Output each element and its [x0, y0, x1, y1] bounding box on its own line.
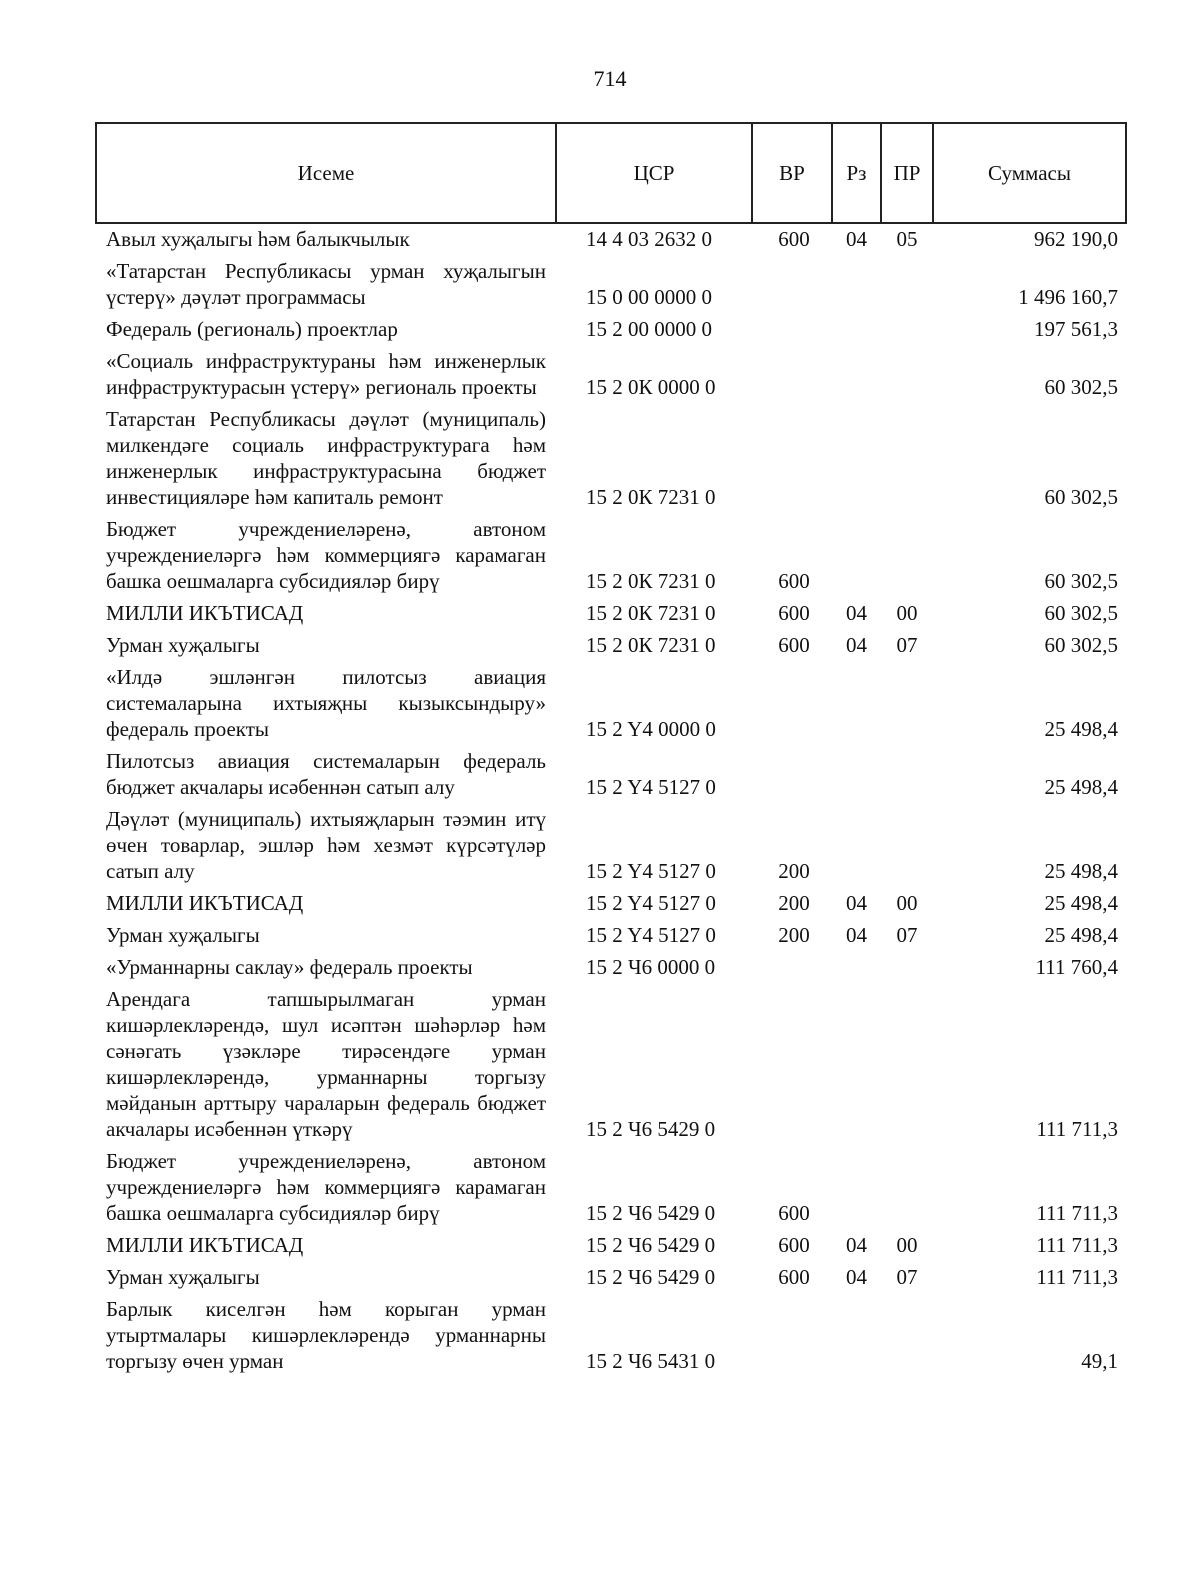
row-pr	[881, 255, 933, 313]
table-row	[96, 513, 1126, 597]
row-vr	[752, 1293, 832, 1377]
row-sum: 111 711,3	[1036, 1233, 1118, 1257]
row-csr: 15 2 Y4 5127 0	[586, 859, 716, 883]
row-sum: 111 711,3	[1036, 1117, 1118, 1141]
row-rz	[832, 345, 881, 403]
row-csr: 15 2 0К 7231 0	[586, 633, 716, 657]
row-vr	[752, 255, 832, 313]
row-vr: 600	[778, 601, 810, 625]
row-vr: 600	[778, 569, 810, 593]
row-name: «Илдә эшләнгән пилотсыз авиация системаларына ихтыяҗны кызыксындыру» федераль проекты	[106, 665, 546, 741]
row-csr: 15 2 0К 0000 0	[586, 375, 716, 399]
row-name: Авыл хуҗалыгы һәм балыкчылык	[106, 227, 410, 251]
table-row	[96, 345, 1126, 403]
row-rz: 04	[846, 601, 867, 625]
row-pr: 05	[896, 227, 918, 251]
table-row	[96, 1293, 1126, 1377]
row-csr: 15 2 Y4 0000 0	[586, 717, 716, 741]
row-rz	[832, 661, 881, 745]
row-name: Арендага тапшырылмаган урман кишәрлекләрендә, шул исәптән шәһәрләр һәм сәнәгать үзәкләре тирәсендәге урман кишәрлекләрендә, урманнарны торгызу мәйданын арттыру чараларын федераль бюджет акчалары исәбеннән үткәрү	[106, 987, 546, 1141]
row-sum: 49,1	[1081, 1349, 1118, 1373]
row-name: МИЛЛИ ИКЪТИСАД	[106, 1233, 304, 1257]
row-csr: 15 2 00 0000 0	[586, 317, 712, 341]
row-rz: 04	[846, 891, 867, 915]
table-row	[96, 951, 1126, 983]
row-csr: 15 2 Y4 5127 0	[586, 775, 716, 799]
row-vr: 600	[778, 1233, 810, 1257]
page-number: 714	[593, 66, 627, 91]
row-pr	[881, 661, 933, 745]
row-rz	[832, 951, 881, 983]
row-csr: 15 2 0К 7231 0	[586, 569, 716, 593]
row-vr	[752, 951, 832, 983]
row-csr: 15 2 Ч6 5429 0	[586, 1117, 716, 1141]
table-row	[96, 255, 1126, 313]
row-rz	[832, 745, 881, 803]
row-name: Барлык киселгән һәм корыган урман утыртмалары кишәрлекләрендә урманнарны торгызу өчен урман	[106, 1297, 546, 1373]
row-pr: 00	[896, 1233, 918, 1257]
row-sum: 60 302,5	[1044, 569, 1118, 593]
row-rz: 04	[846, 633, 867, 657]
row-pr	[881, 803, 933, 887]
row-vr: 600	[778, 1265, 810, 1289]
row-pr: 07	[896, 1265, 918, 1289]
row-vr: 600	[778, 227, 810, 251]
table-row	[96, 803, 1126, 887]
row-rz	[832, 255, 881, 313]
row-csr: 15 2 Ч6 5429 0	[586, 1265, 716, 1289]
table-row	[96, 983, 1126, 1145]
table-body	[96, 223, 1126, 1377]
row-name: Пилотсыз авиация системаларын федераль бюджет акчалары исәбеннән сатып алу	[106, 749, 546, 799]
table-row	[96, 919, 1126, 951]
row-rz: 04	[846, 1233, 867, 1257]
row-pr: 00	[896, 601, 918, 625]
row-csr: 15 2 Y4 5127 0	[586, 923, 716, 947]
row-csr: 15 2 Ч6 5429 0	[586, 1201, 716, 1225]
table-row	[96, 1229, 1126, 1261]
row-pr	[881, 403, 933, 513]
row-pr	[881, 345, 933, 403]
row-csr: 15 2 Ч6 5431 0	[586, 1349, 716, 1373]
row-name: Бюджет учреждениеләренә, автоном учреждениеләргә һәм коммерциягә карамаган башка оешмаларга субсидияләр бирү	[106, 1149, 546, 1225]
row-rz	[832, 1145, 881, 1229]
header-rz: Рз	[832, 123, 881, 223]
table-row	[96, 1145, 1126, 1229]
row-rz	[832, 513, 881, 597]
row-name: Бюджет учреждениеләренә, автоном учреждениеләргә һәм коммерциягә карамаган башка оешмаларга субсидияләр бирү	[106, 517, 546, 593]
table-row	[96, 887, 1126, 919]
header-pr: ПР	[881, 123, 933, 223]
row-sum: 25 498,4	[1044, 775, 1118, 799]
row-rz	[832, 803, 881, 887]
row-pr: 00	[896, 891, 918, 915]
row-sum: 25 498,4	[1044, 859, 1118, 883]
row-name: МИЛЛИ ИКЪТИСАД	[106, 891, 304, 915]
row-rz	[832, 983, 881, 1145]
header-sum: Суммасы	[933, 123, 1126, 223]
row-name: Дәүләт (муниципаль) ихтыяҗларын тәэмин итү өчен товарлар, эшләр һәм хезмәт күрсәтүләр сатып алу	[106, 807, 546, 883]
row-pr	[881, 1145, 933, 1229]
table-row	[96, 223, 1126, 255]
row-sum: 25 498,4	[1044, 891, 1118, 915]
row-sum: 111 711,3	[1036, 1201, 1118, 1225]
row-name: «Татарстан Республикасы урман хуҗалыгын үстерү» дәүләт программасы	[106, 259, 546, 309]
row-pr	[881, 951, 933, 983]
row-csr: 15 2 0К 7231 0	[586, 485, 716, 509]
header-name: Исеме	[96, 123, 556, 223]
row-vr	[752, 313, 832, 345]
table-row	[96, 745, 1126, 803]
table-row	[96, 597, 1126, 629]
row-sum: 1 496 160,7	[1018, 285, 1118, 309]
row-rz	[832, 403, 881, 513]
table-row	[96, 1261, 1126, 1293]
row-rz	[832, 1293, 881, 1377]
row-vr	[752, 345, 832, 403]
row-sum: 25 498,4	[1044, 717, 1118, 741]
row-name: Урман хуҗалыгы	[106, 923, 260, 947]
row-name: МИЛЛИ ИКЪТИСАД	[106, 601, 304, 625]
row-pr	[881, 745, 933, 803]
row-sum: 60 302,5	[1044, 375, 1118, 399]
row-rz: 04	[846, 923, 867, 947]
row-pr	[881, 983, 933, 1145]
row-sum: 962 190,0	[1034, 227, 1118, 251]
row-rz: 04	[846, 1265, 867, 1289]
row-name: Татарстан Республикасы дәүләт (муниципаль) милкендәге социаль инфраструктурага һәм инженерлык инфраструктурасына бюджет инвестицияләре һәм капиталь ремонт	[106, 407, 546, 509]
table-header	[96, 123, 1126, 223]
row-name: Урман хуҗалыгы	[106, 633, 260, 657]
row-sum: 60 302,5	[1044, 633, 1118, 657]
row-csr: 15 2 0К 7231 0	[586, 601, 716, 625]
row-pr: 07	[896, 633, 918, 657]
row-sum: 25 498,4	[1044, 923, 1118, 947]
header-csr: ЦСР	[556, 123, 752, 223]
row-sum: 197 561,3	[1034, 317, 1118, 341]
table-row	[96, 313, 1126, 345]
table-header-row	[96, 123, 1126, 223]
row-csr: 15 2 Y4 5127 0	[586, 891, 716, 915]
row-csr: 15 2 Ч6 5429 0	[586, 1233, 716, 1257]
row-vr: 600	[778, 1201, 810, 1225]
row-name: «Урманнарны саклау» федераль проекты	[106, 955, 473, 979]
row-sum: 111 711,3	[1036, 1265, 1118, 1289]
row-vr	[752, 661, 832, 745]
row-name: «Социаль инфраструктураны һәм инженерлык инфраструктурасын үстерү» региональ проекты	[106, 349, 546, 399]
table-row	[96, 629, 1126, 661]
header-vr: ВР	[752, 123, 832, 223]
row-csr: 15 0 00 0000 0	[586, 285, 712, 309]
row-vr	[752, 403, 832, 513]
row-rz: 04	[846, 227, 867, 251]
row-pr: 07	[896, 923, 918, 947]
budget-table	[95, 122, 1127, 1377]
row-vr: 200	[778, 891, 810, 915]
row-rz	[832, 313, 881, 345]
row-sum: 60 302,5	[1044, 485, 1118, 509]
row-pr	[881, 1293, 933, 1377]
row-sum: 111 760,4	[1035, 955, 1118, 979]
row-vr: 200	[778, 923, 810, 947]
row-vr: 200	[778, 859, 810, 883]
table-row	[96, 403, 1126, 513]
row-name: Федераль (региональ) проектлар	[106, 317, 398, 341]
row-csr: 15 2 Ч6 0000 0	[586, 955, 716, 979]
row-vr	[752, 983, 832, 1145]
row-pr	[881, 513, 933, 597]
row-pr	[881, 313, 933, 345]
table-row	[96, 661, 1126, 745]
row-vr	[752, 745, 832, 803]
row-sum: 60 302,5	[1044, 601, 1118, 625]
row-name: Урман хуҗалыгы	[106, 1265, 260, 1289]
row-csr: 14 4 03 2632 0	[586, 227, 712, 251]
row-vr: 600	[778, 633, 810, 657]
